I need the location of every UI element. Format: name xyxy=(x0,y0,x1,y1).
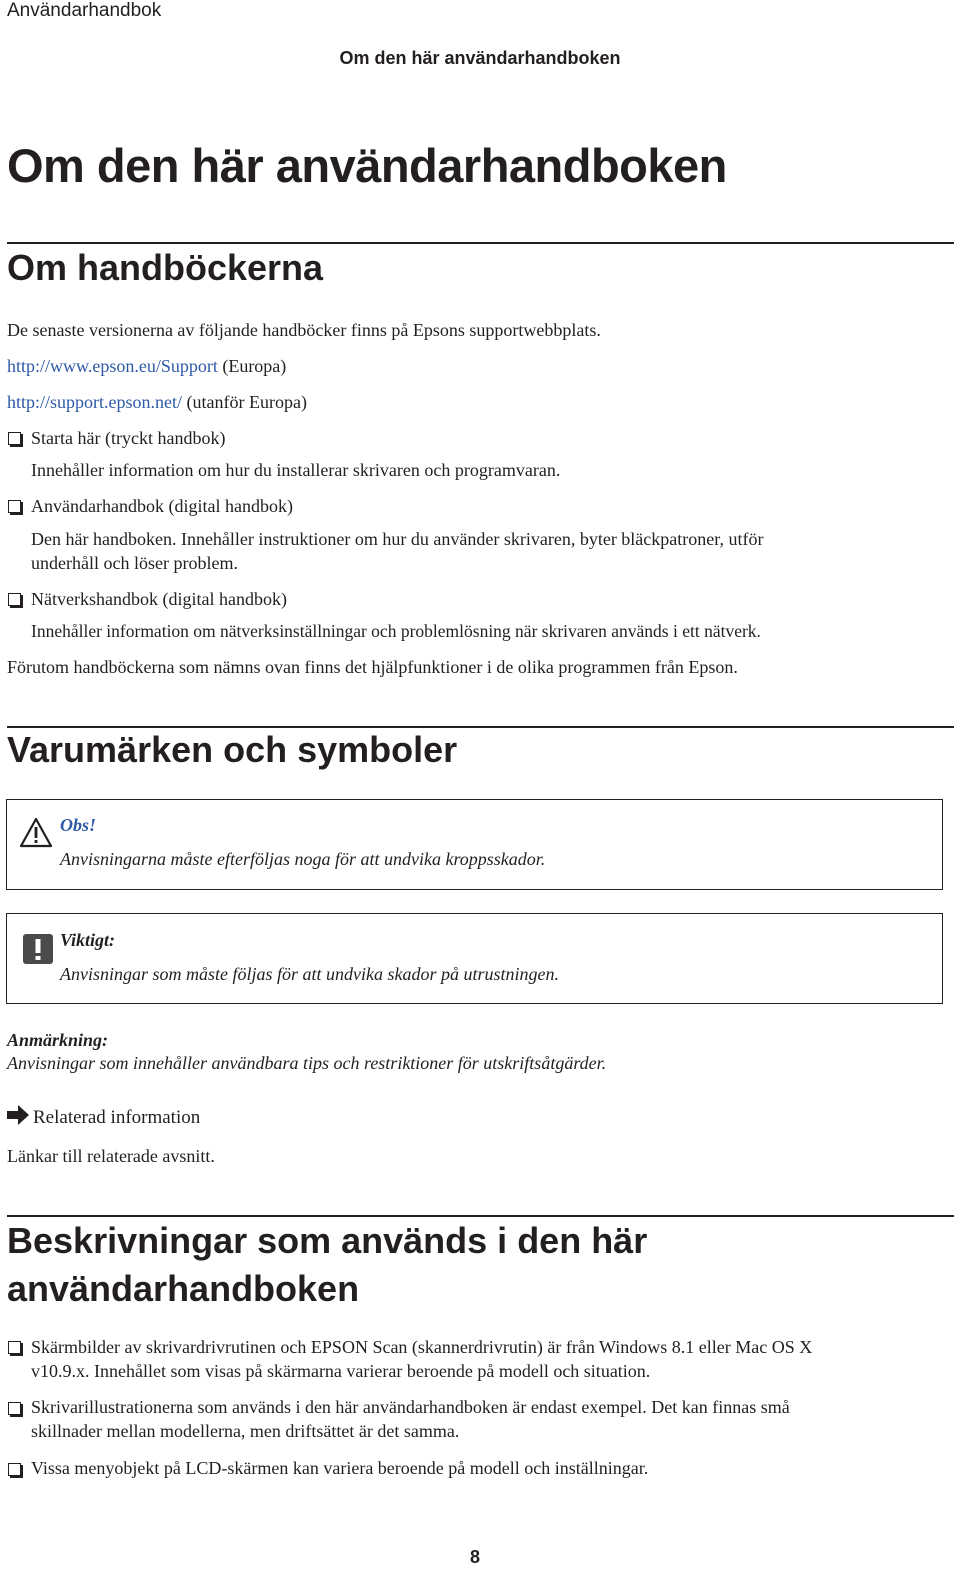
note-text: Anvisningar som innehåller användbara tips och restriktioner för utskriftsåtgärder. xyxy=(7,1053,607,1073)
page-number: 8 xyxy=(469,1547,480,1567)
manual-description: Innehåller information om nätverksinställningar och problemlösning när skrivaren används i ett nätverk. xyxy=(31,621,761,641)
important-text: Anvisningar som måste följas för att undvika skador på utrustningen. xyxy=(60,964,559,984)
link-epson-eu[interactable]: http://www.epson.eu/Support xyxy=(7,356,218,376)
support-link-global xyxy=(7,390,307,414)
link-suffix: (utanför Europa) xyxy=(182,392,307,412)
caution-text: Anvisningarna måste efterföljas noga för att undvika kroppsskador. xyxy=(60,849,546,869)
important-icon xyxy=(22,933,54,965)
caution-box xyxy=(6,799,943,890)
running-title: Användarhandbok xyxy=(7,0,162,21)
link-epson-net[interactable]: http://support.epson.net/ xyxy=(7,392,182,412)
section-title-manuals: Om handböckerna xyxy=(7,247,324,288)
convention-item-line1: Vissa menyobjekt på LCD-skärmen kan variera beroende på modell och inställningar. xyxy=(31,1458,649,1478)
manual-description-line2: underhåll och löser problem. xyxy=(31,553,238,573)
important-box xyxy=(6,913,943,1004)
manual-description-line1: Den här handboken. Innehåller instruktioner om hur du använder skrivaren, byter bläckpatroner, utför xyxy=(31,529,764,549)
checkbox-bullet-icon xyxy=(8,1341,21,1354)
section-rule xyxy=(7,242,954,244)
caution-title: Obs! xyxy=(60,815,97,835)
section-rule xyxy=(7,726,954,728)
manual-name: Användarhandbok (digital handbok) xyxy=(31,496,293,516)
related-info-title: Relaterad information xyxy=(33,1107,201,1128)
checkbox-bullet-icon xyxy=(8,593,21,606)
note-title: Anmärkning: xyxy=(7,1030,109,1050)
related-info-text: Länkar till relaterade avsnitt. xyxy=(7,1146,215,1166)
link-suffix: (Europa) xyxy=(217,356,287,376)
manual-name: Nätverkshandbok (digital handbok) xyxy=(31,589,287,609)
section-header: Om den här användarhandboken xyxy=(339,48,621,68)
convention-item-line1: Skrivarillustrationerna som används i den här användarhandboken är endast exempel. Det kan finnas små xyxy=(31,1397,790,1417)
section-title-symbols: Varumärken och symboler xyxy=(7,729,458,770)
support-link-europe xyxy=(7,354,286,378)
important-title: Viktigt: xyxy=(60,930,116,950)
convention-item-line1: Skärmbilder av skrivardrivrutinen och EPSON Scan (skannerdrivrutin) är från Windows 8.1 eller Mac OS X xyxy=(31,1337,813,1357)
manual-name: Starta här (tryckt handbok) xyxy=(31,428,226,448)
arrow-right-icon xyxy=(6,1104,30,1126)
section-title-line2: användarhandboken xyxy=(7,1268,360,1309)
manuals-footer: Förutom handböckerna som nämns ovan finns det hjälpfunktioner i de olika programmen från Epson. xyxy=(7,657,738,677)
convention-item-line2: skillnader mellan modellerna, men driftsättet är det samma. xyxy=(31,1421,460,1441)
section-title-line1: Beskrivningar som används i den här xyxy=(7,1220,648,1261)
checkbox-bullet-icon xyxy=(8,1402,21,1415)
convention-item-line2: v10.9.x. Innehållet som visas på skärmarna varierar beroende på modell och situation. xyxy=(31,1361,651,1381)
chapter-title: Om den här användarhandboken xyxy=(7,139,727,192)
warning-triangle-icon xyxy=(19,817,53,848)
checkbox-bullet-icon xyxy=(8,1463,21,1476)
manuals-intro: De senaste versionerna av följande handböcker finns på Epsons supportwebbplats. xyxy=(7,320,601,340)
manual-description: Innehåller information om hur du installerar skrivaren och programvaran. xyxy=(31,460,561,480)
checkbox-bullet-icon xyxy=(8,432,21,445)
checkbox-bullet-icon xyxy=(8,500,21,513)
section-title-conventions xyxy=(7,1217,947,1313)
